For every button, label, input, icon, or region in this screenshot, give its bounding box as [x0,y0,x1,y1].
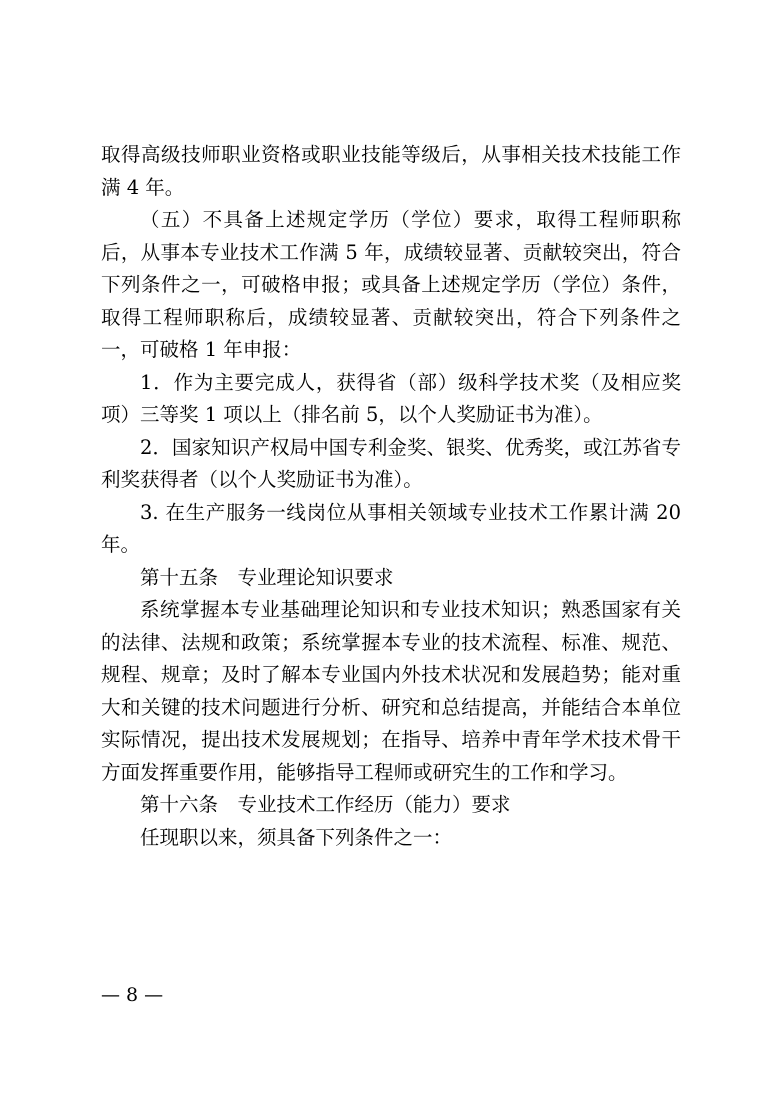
paragraph-item-five: （五）不具备上述规定学历（学位）要求，取得工程师职称后，从事本专业技术工作满 5 年，成绩较显著、贡献较突出，符合下列条件之一，可破格申报；或具备上述规定学历（学位）条件，取得工程师职称后，成绩较显著、贡献较突出，符合下列条件之一，可破格 1 年申报： [101,208,681,361]
paragraph-condition-1: 1．作为主要完成人，获得省（部）级科学技术奖（及相应奖项）三等奖 1 项以上（排名前 5，以个人奖励证书为准）。 [101,370,681,426]
page-number: — 8 — [101,984,164,1006]
article-16-heading: 第十六条 专业技术工作经历（能力）要求 [140,793,511,816]
paragraph-continuation: 取得高级技师职业资格或职业技能等级后，从事相关技术技能工作满 4 年。 [101,143,681,199]
paragraph-condition-2: 2．国家知识产权局中国专利金奖、银奖、优秀奖，或江苏省专利奖获得者（以个人奖励证书为准）。 [101,435,681,491]
document-body [101,139,681,854]
paragraph-condition-3: 3. 在生产服务一线岗位从事相关领域专业技术工作累计满 20 年。 [101,500,681,556]
article-15-body: 系统掌握本专业基础理论知识和专业技术知识；熟悉国家有关的法律、法规和政策；系统掌握本专业的技术流程、标准、规范、规程、规章；及时了解本专业国内外技术状况和发展趋势；能对重大和关键的技术问题进行分析、研究和总结提高，并能结合本单位实际情况，提出技术发展规划；在指导、培养中青年学术技术骨干方面发挥重要作用，能够指导工程师或研究生的工作和学习。 [101,598,681,784]
article-16-body: 任现职以来，须具备下列条件之一： [140,825,453,849]
article-15-heading: 第十五条 专业理论知识要求 [140,565,394,589]
